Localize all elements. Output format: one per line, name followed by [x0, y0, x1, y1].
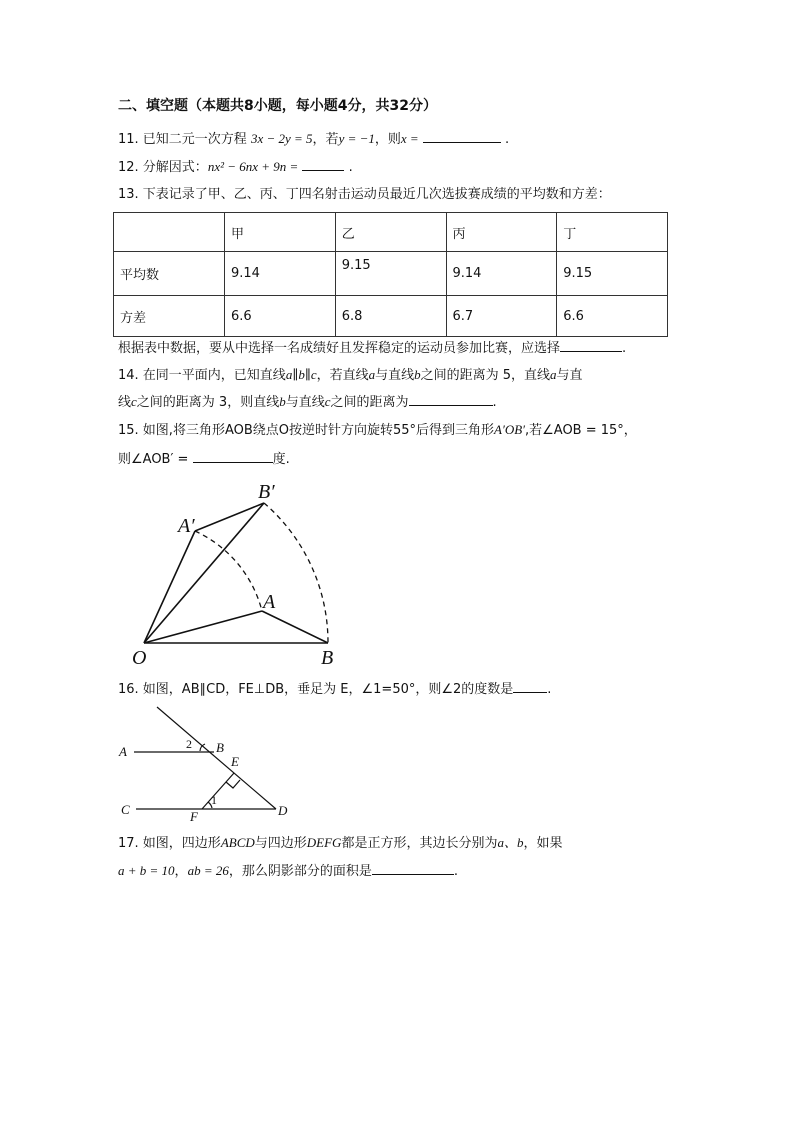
- q13-question-text: 根据表中数据，要从中选择一名成绩好且发挥稳定的运动员参加比赛，应选择: [118, 341, 561, 356]
- table-header-cell: 丙: [446, 213, 557, 252]
- table-cell: 6.6: [557, 296, 668, 337]
- label-B: B: [216, 740, 224, 755]
- right-angle-mark: [226, 780, 240, 788]
- table-header-cell: 乙: [335, 213, 446, 252]
- q17-product: ab = 26: [187, 863, 229, 878]
- q11-mid: ，若: [312, 132, 339, 147]
- table-cell: 9.14: [225, 252, 336, 296]
- q14-text: ，若直线: [316, 368, 369, 383]
- table-cell: 6.6: [225, 296, 336, 337]
- table-header-cell: 丁: [557, 213, 668, 252]
- table-cell: 平均数: [114, 252, 225, 296]
- q13-tail: .: [622, 341, 627, 356]
- q13-intro: 13. 下表记录了甲、乙、丙、丁四名射击运动员最近几次选拔赛成绩的平均数和方差：: [118, 187, 611, 202]
- q14-var: a: [550, 367, 557, 382]
- q15-text: 15. 如图,将三角形AOB绕点O按逆时针方向旋转55°后得到三角形: [118, 423, 495, 438]
- label-D: D: [278, 803, 288, 818]
- q17-text: ，那么阴影部分的面积是: [228, 864, 372, 879]
- table-cell: 9.15: [557, 252, 668, 296]
- q14-var: b: [414, 367, 421, 382]
- q14-text: 之间的距离为 5，直线: [420, 368, 551, 383]
- q11-prefix: 11. 已知二元一次方程: [118, 132, 247, 147]
- q17-text: 与四边形: [254, 836, 307, 851]
- q14-text: 之间的距离为 3，则直线: [136, 395, 280, 410]
- q14-text: 线: [118, 395, 132, 410]
- table-cell: 6.7: [446, 296, 557, 337]
- q14-parallel-expr: a∥b∥c: [285, 367, 317, 382]
- q17-text: 17. 如图，四边形: [118, 836, 221, 851]
- q14-text: 之间的距离为: [330, 395, 409, 410]
- q15-text: 则∠AOB′ =: [118, 452, 189, 467]
- q14-text: 与直线: [285, 395, 325, 410]
- q11-equation: 3x − 2y = 5: [250, 131, 313, 146]
- label-F: F: [190, 809, 198, 824]
- q17-square-1: ABCD: [220, 835, 255, 850]
- angle-2-label: 2: [186, 737, 192, 751]
- q14-text: 与直: [556, 368, 583, 383]
- q17-text: ，: [174, 864, 188, 879]
- section-title: 二、填空题（本题共8小题，每小题4分，共32分）: [118, 98, 437, 114]
- q14-var: b: [279, 394, 286, 409]
- segment-FE: [202, 773, 234, 809]
- q12-expression: nx² − 6nx + 9n =: [207, 159, 299, 174]
- q12-prefix: 12. 分解因式：: [118, 160, 208, 175]
- q17-vars: a、b: [497, 835, 524, 850]
- question-17-line-1: [118, 834, 563, 853]
- q16-tail: .: [547, 682, 552, 697]
- q17-text: ，如果: [523, 836, 563, 851]
- q14-var: c: [324, 394, 331, 409]
- label-C: C: [121, 802, 130, 817]
- q15-tail: 度.: [272, 452, 290, 467]
- table-cell: 9.15: [335, 252, 446, 296]
- table-header-cell: 甲: [225, 213, 336, 252]
- question-17-line-2: [118, 862, 458, 881]
- q11-mid2: ，则: [374, 132, 401, 147]
- answer-blank-17[interactable]: [372, 862, 454, 875]
- label-B: B: [321, 647, 334, 669]
- angle-1-label: 1: [211, 793, 217, 807]
- q17-tail: .: [453, 864, 458, 879]
- q11-target: x =: [400, 131, 419, 146]
- q12-tail: .: [348, 160, 353, 175]
- label-A: A: [119, 744, 127, 759]
- table-cell: 6.8: [335, 296, 446, 337]
- q14-text: 与直线: [375, 368, 415, 383]
- q14-var: c: [131, 394, 137, 409]
- q15-triangle: A′OB′: [494, 422, 525, 437]
- q14-tail: .: [492, 395, 497, 410]
- table-cell: 9.14: [446, 252, 557, 296]
- q16-text: 16. 如图，AB∥CD，FE⊥DB，垂足为 E，∠1=50°，则∠2的度数是: [118, 682, 514, 697]
- label-E: E: [231, 754, 239, 769]
- q17-sum: a + b = 10: [118, 863, 175, 878]
- q14-var: a: [368, 367, 376, 382]
- q17-square-2: DEFG: [306, 835, 342, 850]
- table-cell: 方差: [114, 296, 225, 337]
- q11-tail: .: [504, 132, 510, 147]
- label-O: O: [132, 647, 147, 669]
- q11-condition: y = −1: [338, 131, 375, 146]
- q17-text: 都是正方形，其边长分别为: [341, 836, 498, 851]
- q15-text: ,若∠AOB = 15°，: [525, 423, 637, 438]
- label-B-prime: B′: [258, 481, 275, 503]
- label-A: A: [263, 591, 276, 613]
- q14-text: 14. 在同一平面内，已知直线: [118, 368, 286, 383]
- label-A-prime: A′: [178, 515, 195, 537]
